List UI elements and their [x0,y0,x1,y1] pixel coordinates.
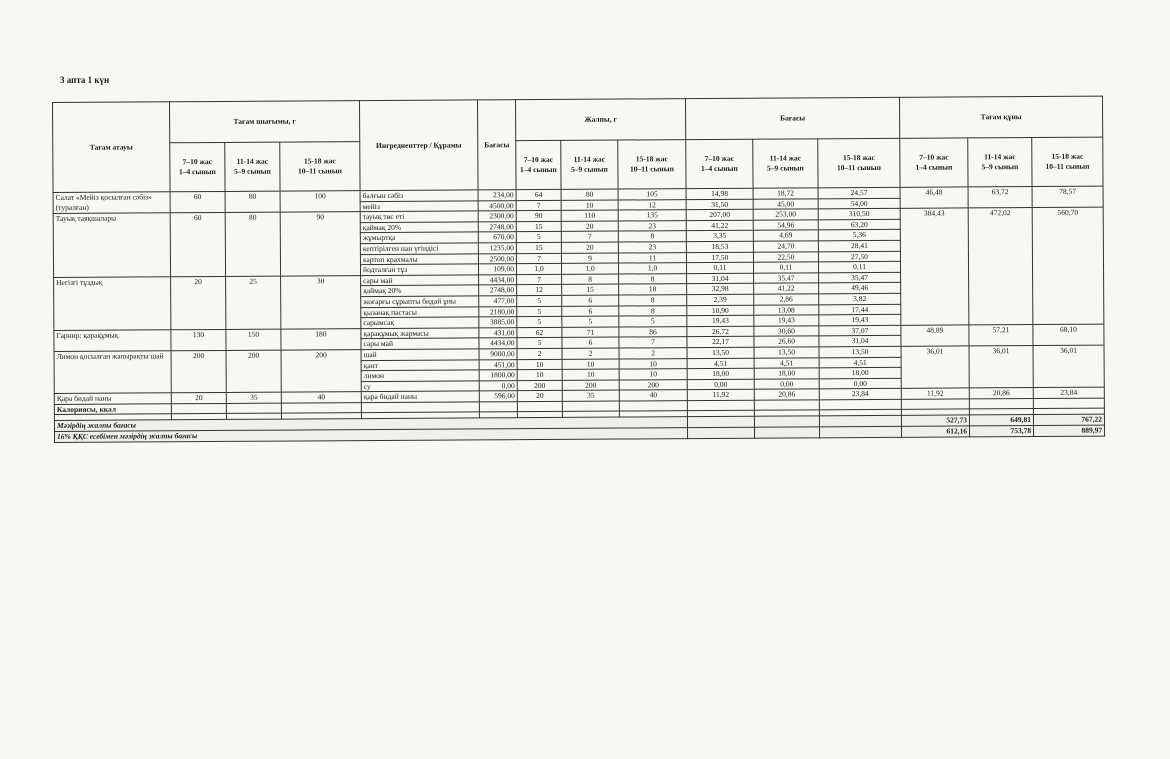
gross-weight: 5 [517,295,562,306]
ingredient-cost: 4,51 [687,358,754,369]
gross-weight: 1,0 [619,263,687,274]
dish-cost: 20,86 [969,388,1033,399]
ingredient-cost: 31,04 [819,336,901,347]
ingredient-cost: 3,82 [819,293,901,304]
ingredient-name: жоғарғы сұрыпты бидай ұны [361,296,479,307]
ingredient-cost: 2,39 [687,294,754,305]
ingredient-price: 9000,00 [479,349,517,360]
ingredient-cost: 41,22 [686,220,753,231]
ingredient-name: йодталған тұз [361,264,479,275]
ingredient-name: тауық төс еті [360,211,478,222]
ingredient-price: 2300,00 [478,211,516,222]
ingredient-name: балғын сәбіз [360,190,478,201]
age-label: 7–10 жас [919,152,949,163]
ingredient-cost: 13,08 [754,304,819,315]
ingredient-price: 0,00 [479,380,517,391]
ingredient-cost: 0,11 [754,262,819,273]
ingredient-name: шай [361,349,479,360]
ingredient-price: 431,00 [479,327,517,338]
ingredient-name: сары май [361,338,479,349]
gross-weight: 10 [561,200,618,211]
total-label: Мәзірдің жалпы бағасы [54,417,687,431]
ingredient-name: қаймақ 20% [361,285,479,296]
ingredient-name: жұмыртқа [360,232,478,243]
total-label: 16% ҚҚС есебімен мәзірдің жалпы бағасы [55,428,688,442]
dish-name: Қара бидай наны [54,393,171,404]
header-dish-cost: Тағам құны [900,96,1103,138]
gross-weight: 8 [619,305,687,316]
empty-cell [687,417,754,428]
gross-weight: 71 [562,327,619,338]
dish-cost: 48,89 [901,325,969,347]
total-value: 612,16 [902,426,970,437]
ingredient-name: мейіз [360,200,478,211]
gross-weight: 11 [618,252,686,263]
ingredient-cost: 31,50 [686,199,753,210]
dish-cost: 78,57 [1032,186,1103,208]
ingredient-cost: 22,17 [687,337,754,348]
age-label: 7–10 жас [704,154,735,164]
dish-yield: 100 [280,191,360,213]
age-label: 15-18 жас [635,154,668,164]
dish-cost: 36,01 [1033,345,1104,388]
ingredient-price: 2500,00 [478,253,516,264]
dish-cost: 23,84 [1033,387,1104,398]
ingredient-cost: 13,50 [819,346,901,357]
age-group-header-row [53,137,1103,192]
grade-label: 10–11 сынып [836,162,881,173]
gross-weight: 7 [517,274,562,285]
header-dish-name: Тағам атауы [53,102,171,193]
gross-weight: 6 [562,306,619,317]
dish-yield: 40 [281,392,361,403]
ingredient-cost: 31,04 [687,273,754,284]
gross-weight: 6 [562,295,619,306]
gross-weight: 80 [561,189,618,200]
dish-yield: 60 [170,213,225,277]
ingredient-price: 596,00 [479,391,517,402]
gross-weight: 2 [619,348,687,359]
ingredient-price: 2748,00 [478,221,516,232]
ingredient-price: 4434,00 [479,338,517,349]
ingredient-cost: 0,00 [819,378,901,389]
header-gross-group [561,140,618,189]
empty-cell [361,402,479,413]
ingredient-price: 2180,00 [479,306,517,317]
gross-weight: 23 [618,220,686,231]
gross-weight: 18 [619,284,687,295]
ingredient-price: 451,00 [479,359,517,370]
gross-weight: 110 [561,210,618,221]
header-yield-group [225,142,280,191]
gross-weight: 20 [561,242,618,253]
dish-cost: 68,10 [1033,324,1104,346]
header-cost-group [753,139,818,188]
gross-weight: 12 [618,199,686,210]
calories-label: Калориясы, ккал [54,404,171,415]
grade-label: 5–9 сынып [233,166,271,176]
ingredient-price: 234,00 [478,190,516,201]
gross-weight: 9 [561,253,618,264]
dish-cost: 57,21 [969,324,1033,346]
dish-yield: 130 [171,329,226,351]
age-label: 7–10 жас [523,155,554,165]
ingredient-cost: 2,86 [754,294,819,305]
ingredient-cost: 35,47 [819,272,901,283]
gross-weight: 23 [618,242,686,253]
gross-weight: 12 [517,285,562,296]
age-label: 11-14 жас [573,155,606,165]
header-yield-group [280,142,360,191]
gross-weight: 62 [517,327,562,338]
gross-weight: 8 [562,274,619,285]
age-label: 15-18 жас [842,153,875,163]
gross-weight: 5 [517,338,562,349]
dish-yield: 200 [281,350,361,393]
gross-weight: 10 [562,369,619,380]
ingredient-cost: 54,96 [753,220,818,231]
grade-label: 10–11 сынып [297,166,342,176]
gross-weight: 40 [619,390,687,401]
gross-weight: 5 [619,316,687,327]
ingredient-cost: 13,50 [687,347,754,358]
gross-weight: 105 [618,189,686,200]
dish-cost: 560,70 [1032,207,1104,324]
empty-cell [562,401,619,412]
header-gross-group [618,140,686,189]
dish-cost: 63,72 [968,187,1032,209]
empty-cell [755,427,820,438]
empty-cell [969,398,1033,409]
age-label: 7–10 жас [182,157,213,167]
header-dish-cost-group [1032,137,1103,186]
dish-cost: 384,43 [900,208,969,325]
ingredient-name: қант [361,359,479,370]
grade-label: 1–4 сынып [915,162,953,172]
empty-cell [619,400,687,411]
ingredient-cost: 4,51 [819,357,901,368]
ingredient-name: сары май [361,275,479,286]
gross-weight: 35 [562,390,619,401]
gross-weight: 5 [562,316,619,327]
gross-weight: 2 [562,348,619,359]
empty-cell [820,426,902,437]
total-value: 767,22 [1033,415,1104,426]
dish-yield: 20 [171,276,226,329]
ingredient-name: қара бидай наны [361,391,479,402]
total-value: 527,73 [901,415,969,426]
gross-weight: 20 [561,221,618,232]
gross-weight: 10 [517,369,562,380]
dish-name: Гарнир: қарақұмық [54,329,171,351]
header-yield-group [170,142,225,191]
gross-weight: 20 [517,391,562,402]
ingredient-cost: 49,46 [819,283,901,294]
grade-label: 1–4 сынып [178,167,216,177]
ingredient-name: қаймақ 20% [360,222,478,233]
gross-weight: 90 [516,211,561,222]
dish-name: Тауық таяқшалары [53,213,170,277]
ingredient-cost: 37,07 [819,325,901,336]
empty-cell [226,403,281,414]
ingredient-cost: 26,60 [754,336,819,347]
ingredient-cost: 19,43 [754,315,819,326]
gross-weight: 15 [516,242,561,253]
gross-weight: 8 [619,273,687,284]
ingredient-cost: 19,43 [819,314,901,325]
gross-weight: 1,0 [562,263,619,274]
header-gross: Жалпы, г [516,99,686,141]
ingredient-cost: 18,53 [686,241,753,252]
ingredient-cost: 45,00 [753,198,818,209]
dish-yield: 35 [226,392,281,403]
grade-label: 10–11 сынып [1045,161,1090,171]
ingredient-price: 109,00 [479,264,517,275]
ingredient-cost: 26,72 [687,326,754,337]
ingredient-cost: 3,35 [686,231,753,242]
ingredient-cost: 22,50 [753,251,818,262]
header-gross-group [516,140,561,189]
gross-weight: 135 [618,210,686,221]
dish-yield: 200 [226,350,281,393]
gross-weight: 5 [516,232,561,243]
ingredient-cost: 14,98 [686,188,753,199]
ingredient-cost: 0,00 [687,379,754,390]
age-label: 11-14 жас [769,153,802,164]
ingredient-price: 1235,00 [478,243,516,254]
gross-weight: 10 [517,359,562,370]
ingredient-cost: 4,69 [753,230,818,241]
ingredient-cost: 310,50 [818,209,900,220]
gross-weight: 2 [517,348,562,359]
dish-cost: 46,48 [900,187,968,209]
gross-weight: 64 [516,189,561,200]
ingredient-cost: 13,50 [754,347,819,358]
ingredient-cost: 0,11 [687,262,754,273]
gross-weight: 7 [619,337,687,348]
empty-cell [819,399,901,410]
dish-yield: 80 [225,191,280,213]
ingredient-price: 1800,00 [479,370,517,381]
ingredient-name: су [361,381,479,392]
ingredient-cost: 24,70 [753,241,818,252]
gross-weight: 8 [619,295,687,306]
gross-weight: 5 [517,317,562,328]
dish-yield: 60 [170,191,225,213]
dish-name: Салат «Мейіз қосылған сәбіз» (туралған) [53,192,170,214]
table-body [53,186,1105,442]
empty-cell [819,416,901,427]
grade-label: 1–4 сынып [701,163,738,174]
ingredient-cost: 10,90 [687,305,754,316]
ingredient-name: қызанақ пастасы [361,306,479,317]
ingredient-name: картоп крахмалы [360,253,478,264]
grade-label: 5–9 сынып [766,163,804,173]
gross-weight: 10 [619,369,687,380]
total-value: 649,81 [969,415,1033,426]
ingredient-cost: 32,98 [687,284,754,295]
dish-yield: 90 [280,212,360,276]
header-yield: Тағам шығымы, г [170,101,360,143]
empty-cell [1033,398,1104,409]
gross-weight: 7 [561,231,618,242]
ingredient-cost: 23,84 [819,389,901,400]
empty-cell [171,403,226,414]
gross-weight: 15 [562,284,619,295]
gross-weight: 15 [516,221,561,232]
dish-yield: 20 [171,393,226,404]
grade-label: 5–9 сынып [571,164,608,174]
grade-label: 5–9 сынып [981,162,1019,172]
dish-yield: 180 [281,328,361,350]
ingredient-cost: 30,60 [754,326,819,337]
ingredient-cost: 28,41 [818,240,900,251]
gross-weight: 6 [562,337,619,348]
age-label: 15-18 жас [303,156,336,166]
total-value: 753,78 [970,426,1034,437]
gross-weight: 7 [516,253,561,264]
grade-label: 10–11 сынып [629,164,674,174]
gross-weight: 1,0 [517,264,562,275]
ingredient-cost: 20,86 [754,389,819,400]
dish-yield: 200 [171,350,226,393]
ingredient-cost: 207,00 [686,209,753,220]
header-dish-cost-group [900,138,968,187]
ingredient-cost: 17,50 [686,252,753,263]
ingredient-price: 3885,00 [479,317,517,328]
ingredient-cost: 4,51 [754,357,819,368]
gross-weight: 10 [562,359,619,370]
ingredient-cost: 18,00 [819,367,901,378]
dish-name: Лимон қосылған жапырақты шай [54,351,171,394]
header-ingredients: Ингредиенттер / Құрамы [360,100,479,191]
dish-cost: 36,01 [969,345,1033,388]
empty-cell [688,427,755,438]
ingredient-price: 4434,00 [479,274,517,285]
page-heading: 3 апта 1 күн [60,75,110,85]
empty-cell [901,399,969,410]
empty-cell [479,402,517,413]
gross-weight: 7 [516,200,561,211]
ingredient-cost: 18,72 [753,188,818,199]
ingredient-price: 2748,00 [479,285,517,296]
ingredient-cost: 253,00 [753,209,818,220]
ingredient-cost: 18,00 [754,368,819,379]
ingredient-name: кептірілген нан үгіндісі [360,243,478,254]
gross-weight: 200 [562,380,619,391]
dish-yield: 25 [226,276,281,329]
dish-yield: 30 [281,275,361,328]
empty-cell [754,416,819,427]
ingredient-cost: 27,50 [818,251,900,262]
ingredient-cost: 5,36 [818,230,900,241]
ingredient-cost: 0,11 [819,261,901,272]
ingredient-cost: 19,43 [687,315,754,326]
empty-cell [754,400,819,411]
ingredient-price: 477,00 [479,296,517,307]
ingredient-cost: 0,00 [754,379,819,390]
ingredient-name: сарымсақ [361,317,479,328]
header-dish-cost-group [968,138,1032,187]
dish-yield: 150 [226,329,281,351]
ingredient-cost: 41,22 [754,283,819,294]
gross-weight: 5 [517,306,562,317]
ingredient-cost: 18,00 [687,368,754,379]
ingredient-cost: 24,57 [818,187,900,198]
gross-weight: 8 [618,231,686,242]
header-cost: Бағасы [686,97,900,139]
dish-yield: 80 [225,212,280,276]
dish-cost: 472,02 [968,208,1033,325]
empty-cell [281,402,361,413]
ingredient-name: лимон [361,370,479,381]
ingredient-cost: 35,47 [754,273,819,284]
dish-name: Негізгі тұздық [54,277,171,331]
ingredient-name: қарақұмық жармасы [361,328,479,339]
dish-cost: 11,92 [901,388,969,399]
age-label: 11-14 жас [236,157,269,167]
header-cost-group [818,138,900,188]
grade-label: 1–4 сынып [520,164,557,175]
header-cost-group [686,139,753,188]
gross-weight: 200 [619,379,687,390]
ingredient-cost: 63,20 [818,219,900,230]
ingredient-cost: 54,00 [818,198,900,209]
gross-weight: 10 [619,358,687,369]
header-price: Бағасы [478,100,517,190]
menu-cost-table [52,96,1105,443]
ingredient-price: 670,00 [478,232,516,243]
empty-cell [517,401,562,412]
gross-weight: 86 [619,326,687,337]
gross-weight: 200 [517,380,562,391]
ingredient-cost: 17,44 [819,304,901,315]
dish-cost: 36,01 [901,346,969,389]
total-value: 889,97 [1034,425,1105,436]
age-label: 11-14 жас [984,152,1016,162]
ingredient-price: 4500,00 [478,200,516,211]
ingredient-cost: 11,92 [687,389,754,400]
empty-cell [687,400,754,411]
age-label: 15-18 жас [1051,152,1084,162]
